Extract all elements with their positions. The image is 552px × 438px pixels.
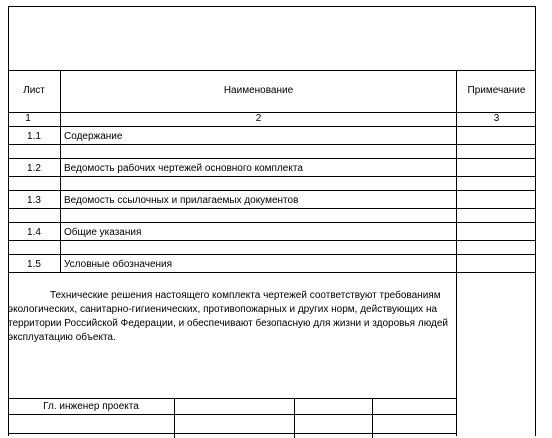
- signature-divider: [174, 398, 175, 438]
- numbering-col2: 2: [255, 113, 262, 124]
- statement-line-2: экологических, санитарно-гигиенических, противопожарных и других норм, действующих на: [8, 304, 438, 315]
- row-title: Содержание: [64, 131, 123, 142]
- header-sheet: Лист: [23, 85, 45, 96]
- statement-line-1: Технические решения настоящего комплекта чертежей соответствуют требованиям: [50, 290, 441, 301]
- sheet-col-divider: [60, 70, 61, 272]
- row-title: Условные обозначения: [64, 259, 173, 270]
- signature-role: Гл. инженер проекта: [43, 401, 139, 412]
- numbering-col3: 3: [493, 113, 500, 124]
- numbering-col1: 1: [25, 113, 31, 124]
- signature-divider: [372, 398, 373, 438]
- row-num: 1.3: [27, 195, 41, 206]
- signature-divider: [294, 398, 295, 438]
- row-num: 1.4: [27, 227, 41, 238]
- row-title: Ведомость ссылочных и прилагаемых документов: [64, 195, 299, 206]
- row-title: Общие указания: [64, 227, 142, 238]
- header-note: Примечание: [467, 85, 526, 96]
- statement-line-4: эксплуатацию объекта.: [8, 332, 116, 343]
- row-num: 1.5: [27, 259, 41, 270]
- row-title: Ведомость рабочих чертежей основного комплекта: [64, 163, 303, 174]
- signature-mid-line: [8, 414, 456, 415]
- row-num: 1.1: [27, 131, 41, 142]
- row-num: 1.2: [27, 163, 41, 174]
- header-name: Наименование: [223, 85, 294, 96]
- signature-bottom-line: [8, 433, 456, 434]
- signature-top-line: [8, 398, 456, 399]
- statement-line-3: территории Российской Федерации, и обеспечивают безопасную для жизни и здоровья людей: [8, 318, 448, 329]
